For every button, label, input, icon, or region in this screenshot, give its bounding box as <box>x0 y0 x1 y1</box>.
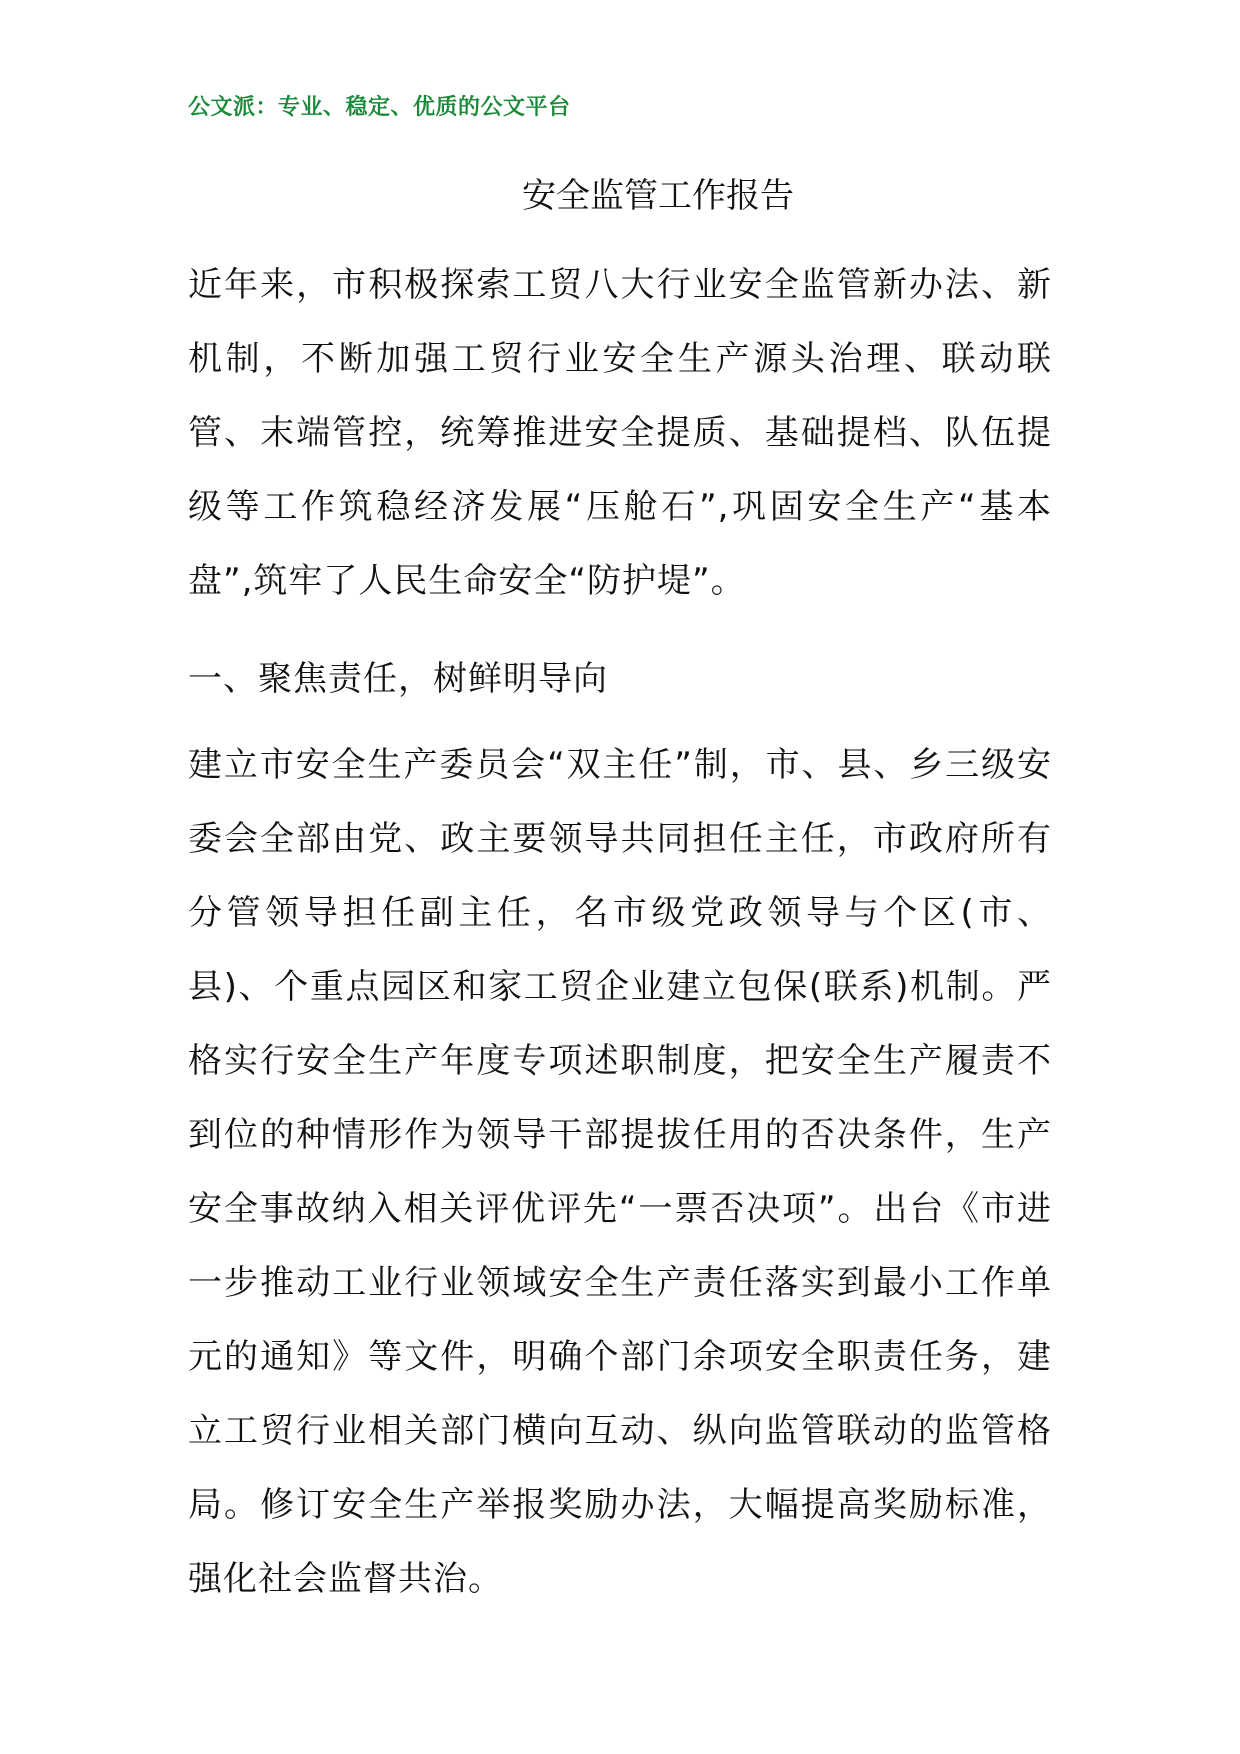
paragraph-intro: 近年来，市积极探索工贸八大行业安全监管新办法、新机制，不断加强工贸行业安全生产源头治理、联动联管、末端管控，统筹推进安全提质、基础提档、队伍提级等工作筑稳经济发展“压舱石”,巩固安全生产“基本盘”,筑牢了人民生命安全“防护堤”。 <box>188 265 1052 601</box>
brand-header: 公文派：专业、稳定、优质的公文平台 <box>188 95 571 120</box>
document-title: 安全监管工作报告 <box>522 176 794 216</box>
section-heading: 一、聚焦责任，树鲜明导向 <box>188 659 608 699</box>
paragraph-section-1: 建立市安全生产委员会“双主任”制，市、县、乡三级安委会全部由党、政主要领导共同担任主任，市政府所有分管领导担任副主任，名市级党政领导与个区(市、县)、个重点园区和家工贸企业建立包保(联系)机制。严格实行安全生产年度专项述职制度，把安全生产履责不到位的种情形作为领导干部提拔任用的否决条件，生产安全事故纳入相关评优评先“一票否决项”。出台《市进一步推动工业行业领域安全生产责任落实到最小工作单元的通知》等文件，明确个部门余项安全职责任务，建立工贸行业相关部门横向互动、纵向监管联动的监管格局。修订安全生产举报奖励办法，大幅提高奖励标准，强化社会监督共治。 <box>188 745 1052 1599</box>
